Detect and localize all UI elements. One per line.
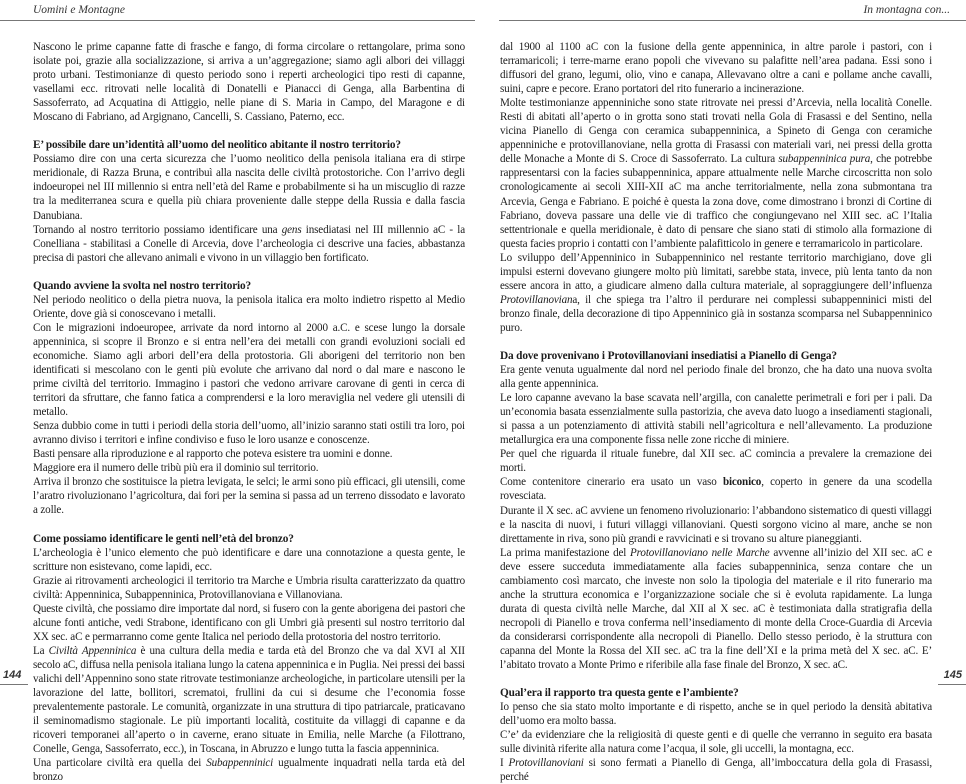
page-number-rule — [0, 684, 28, 685]
paragraph: dal 1900 al 1100 aC con la fusione della gente appenninica, in altre parole i pastori, con i terramaricoli; i terre-marne erano popoli che vivevano su palafitte nell’area padana. Essi sono i diffusori del grano, legumi, olio, vino e canapa, Allevavano oltre a cani e pollame anche cavalli, suini, capre e pecore. Erano portatori del rito funerario a incinerazione. — [500, 41, 932, 96]
section-heading: Qual’era il rapporto tra questa gente e l’ambiente? — [500, 687, 739, 700]
paragraph: Molte testimonianze appenniniche sono state ritrovate nei pressi d’Arcevia, nella località Conelle. Resti di abitati all’aperto o in grotta sono stati trovati nella Gola di Frasassi e del Sentino, nella vicina Pianello di Genga con ceramica subappenninica, a Spineto di Genga con ceramiche appenniniche e protovillanoviane, nella grotta di Frasassi con materiali vari, nei pressi della grotta delle Monache a Monte di S. Croce di Sassoferrato. La cultura subappenninica pura, che potrebbe rappresentarsi con la facies subappenninica, appare attualmente nelle Marche circoscritta non solo cronologicamente ai secoli XIII-XII aC ma anche territorialmente, nella zona submontana tra Arcevia, Genga e Fabriano. E poiché è questa la zona dove, come dimostrano i bronzi di Cortine di Fabriano, doveva passare una delle vie di traffico che congiungevano nel XIII sec. aC l’Italia settentrionale e quella meridionale, è dato di pensare che siano stati di stimolo alla formazione di questa facies proprio i contatti con l’ambiente palafitticolo in genere e terramaricolo in particolare. — [500, 97, 932, 250]
page-number: 144 — [3, 669, 22, 681]
paragraph: Lo sviluppo dell’Appenninico in Subappenninico nel restante territorio marchigiano, dove gli impulsi esterni dovevano giungere molto più limitati, sarebbe stata, invece, più lenta tanto da non essere ancora in atto, a giudicare almeno dalla cultura materiale, al sopraggiungere dell’influenza Protovillanoviana, il che spiega tra l’altro il perdurare nei complessi subappenninici misti del bronzo finale, della decorazione di tipo Appenninico già in sostanza scomparsa nel Subappenninico puro. — [500, 251, 932, 334]
section-heading: Come possiamo identificare le genti nell’età del bronzo? — [33, 532, 294, 545]
body-text — [33, 40, 465, 784]
paragraph: Maggiore era il numero delle tribù più era il dominio sul territorio. — [33, 462, 319, 475]
paragraph: Era gente venuta ugualmente dal nord nel periodo finale del bronzo, che ha dato una nuova svolta alla gente appenninica. — [500, 364, 932, 391]
header-rule — [0, 20, 475, 21]
paragraph: Basti pensare alla riproduzione e al rapporto che poteva esistere tra uomini e donne. — [33, 448, 393, 461]
page-number-rule — [938, 684, 966, 685]
right-page — [483, 0, 966, 784]
paragraph: Come contenitore cinerario era usato un vaso biconico, coperto in genere da una scodella rovesciata. — [500, 476, 932, 503]
paragraph: Con le migrazioni indoeuropee, arrivate da nord intorno al 2000 a.C. e scese lungo la dorsale appenninica, si scopre il Bronzo e si entra nell’era dei metalli con grandi evoluzioni sociali ed economiche. Siamo agli arbori dell’era della protostoria. Gli aborigeni del territorio non ben identificati si mescolano con le genti più evolute che arrivano dal nord o dal mare e nascono le prime civiltà del territorio. Immagino i pastori che vedono arrivare carovane di genti in cerca di territori da sfruttare, che fanno fatica a comprendersi e la loro meraviglia nel vedere gli utensili di metallo. — [33, 321, 465, 419]
paragraph: La Civiltà Appenninica è una cultura della media e tarda età del Bronzo che va dal XVI al XII secolo aC, diffusa nella penisola italiana lungo la catena appenninica e in Puglia. Nei pressi dei bassi valichi dell’Appennino sono state ritrovate testimonianze archeologiche, in particolare utensili per la lavorazione del latte, bollitori, scrematoi, frullini da cui si desume che l’economia fosse prevalentemente pastorale. Le comunità, organizzate in una struttura di tipo patriarcale, praticavano il seminomadismo stagionale. Le più importanti località, costituite da villaggi di capanne e da ricoveri temporanei all’aperto o in caverne, erano situate in Emilia, nelle Marche (a Filottrano, Conelle, Genga, Sassoferrato, ecc.), in Toscana, in Abruzzo e lungo tutta la fascia appenninica. — [33, 644, 465, 756]
running-head: Uomini e Montagne — [33, 4, 125, 16]
paragraph: Durante il X sec. aC avviene un fenomeno rivoluzionario: l’abbandono sistematico di questi villaggi e la nascita di nuovi, i futuri villaggi villanoviani. Questi sorgono vicino al mare, anche se non direttamente in riva, sono più grandi e ravvicinati e si trovano su alture pianeggianti. — [500, 504, 932, 545]
paragraph: Per quel che riguarda il rituale funebre, dal XII sec. aC comincia a prevalere la cremazione dei morti. — [500, 448, 932, 475]
paragraph: Grazie ai ritrovamenti archeologici il territorio tra Marche e Umbria risulta caratterizzato da quattro civiltà: Appenninica, Subappenninica, Protovillanoviana e Villanoviana. — [33, 574, 465, 601]
paragraph: C’e’ da evidenziare che la religiosità di queste genti e di quelle che verranno in seguito era basata sulle divinità riferite alla natura come l’acqua, il sole, gli uccelli, la montagna, ecc. — [500, 729, 932, 756]
page-number: 145 — [943, 669, 962, 681]
paragraph: Arriva il bronzo che sostituisce la pietra levigata, le selci; le armi sono più efficaci, gli utensili, come l’aratro rivoluzionano l’agricoltura, dai fori per la semina si passa ad un terreno dissodato e lavorato a zolle. — [33, 476, 465, 517]
paragraph: Queste civiltà, che possiamo dire importate dal nord, si fusero con la gente aborigena dei pastori che alcune fonti antiche, vedi Strabone, identificano con gli Umbri già presenti sul nostro territorio dal XX sec. aC e permarranno come gente Italica nel periodo della protostoria del nostro territorio. — [33, 602, 465, 643]
section-heading: Da dove provenivano i Protovillanoviani insediatisi a Pianello di Genga? — [500, 349, 837, 362]
paragraph: La prima manifestazione del Protovillanoviano nelle Marche avvenne all’inizio del XII sec. aC e deve essere succeduta immediatamente alla facies subappenninica, senza contare che un cambiamento così marcato, che investe non solo la tipologia del materiale e il rito funerario ma anche la struttura economica e l’organizzazione sociale che si è evoluta rapidamente. La lunga durata di questa civiltà nelle Marche, dal XII al X sec. aC è testimoniata dalla stratigrafia della necropoli di Pianello e trova conferma nell’insediamento di monte della Croce-Guardia di Arcevia da considerarsi corrispondente alla necropoli di Pianello. Dello stesso periodo, è la struttura con capanna del Monte la Rossa del XII sec. aC tra la fine dell’XI e la prima metà del X sec. aC. E’ l’abitato trovato a Monte Primo e riferibile alla fase finale del Bronzo, X sec. aC. — [500, 546, 933, 672]
paragraph: Possiamo dire con una certa sicurezza che l’uomo neolitico della penisola italiana era di stirpe meridionale, di Razza Bruna, e contribuì alla nascita delle civiltà protostoriche. Con l’arrivo degli indoeuropei nel III millennio si entra nell’età del Rame e probabilmente si ha un miscuglio di razze tra la mediterranea scura e quella più chiara proveniente dalle steppe della Russia e dalla fascia Danubiana. — [33, 153, 465, 222]
paragraph: Io penso che sia stato molto importante e di rispetto, anche se in quel periodo la densità abitativa dell’uomo era molto bassa. — [500, 701, 932, 728]
paragraph: Senza dubbio come in tutti i periodi della storia dell’uomo, all’inizio saranno stati ostili tra loro, poi avranno diviso i territori e infine condiviso e fuso le loro usanze e conoscenze. — [33, 420, 465, 447]
running-head: In montagna con... — [863, 4, 950, 16]
header-rule — [499, 20, 966, 21]
paragraph: I Protovillanoviani si sono fermati a Pianello di Genga, all’imboccatura della gola di Frasassi, perché — [500, 757, 933, 784]
paragraph: Tornando al nostro territorio possiamo identificare una gens insediatasi nel III millennio aC - la Conelliana - stabilitasi a Conelle di Arcevia, dove l’archeologia ci descrive una facies, abbastanza precisa di pastori che allevano animali e vivono in un villaggio ben fortificato. — [33, 223, 465, 264]
section-heading: E’ possibile dare un’identità all’uomo del neolitico abitante il nostro territorio? — [33, 139, 401, 152]
section-heading: Quando avviene la svolta nel nostro territorio? — [33, 279, 252, 292]
paragraph: Nascono le prime capanne fatte di frasche e fango, di forma circolare o rettangolare, prima sono isolate poi, grazie alla socializzazione, si arriva a un’aggregazione; siamo agli albori dei villaggi proto urbani. Testimonianze di questo periodo sono i reperti archeologici tipo resti di capanne, vasellami ecc. ritrovati nelle località di Donatelli e Pianacci di Genga, alla Barbentina di Sassoferrato, ad Acquatina di Attiggio, nelle piane di S. Maria in Campo, del Maragone e di Moscano di Fabriano, ad Argignano, Cancelli, S. Cassiano, Paterno, ecc. — [33, 41, 465, 124]
paragraph: Una particolare civiltà era quella dei Subappenninici ugualmente inquadrati nella tarda età del bronzo — [33, 757, 465, 784]
body-text — [500, 40, 932, 784]
paragraph: Nel periodo neolitico o della pietra nuova, la penisola italica era molto indietro rispetto al Medio Oriente, dove già si conoscevano i metalli. — [33, 293, 465, 320]
paragraph: Le loro capanne avevano la base scavata nell’argilla, con canalette perimetrali e fori per i pali. Da un’economia basata essenzialmente sulla pastorizia, che aveva dato luogo a insediamenti stagionali, si passa a un potenziamento di attività stabili nell’agricoltura e nell’allevamento. La produzione metallurgica era una componente fissa nelle zone ricche di miniere. — [500, 392, 932, 447]
paragraph: L’archeologia è l’unico elemento che può identificare e dare una connotazione a questa gente, le scritture non esistevano, come lapidi, ecc. — [33, 546, 465, 573]
